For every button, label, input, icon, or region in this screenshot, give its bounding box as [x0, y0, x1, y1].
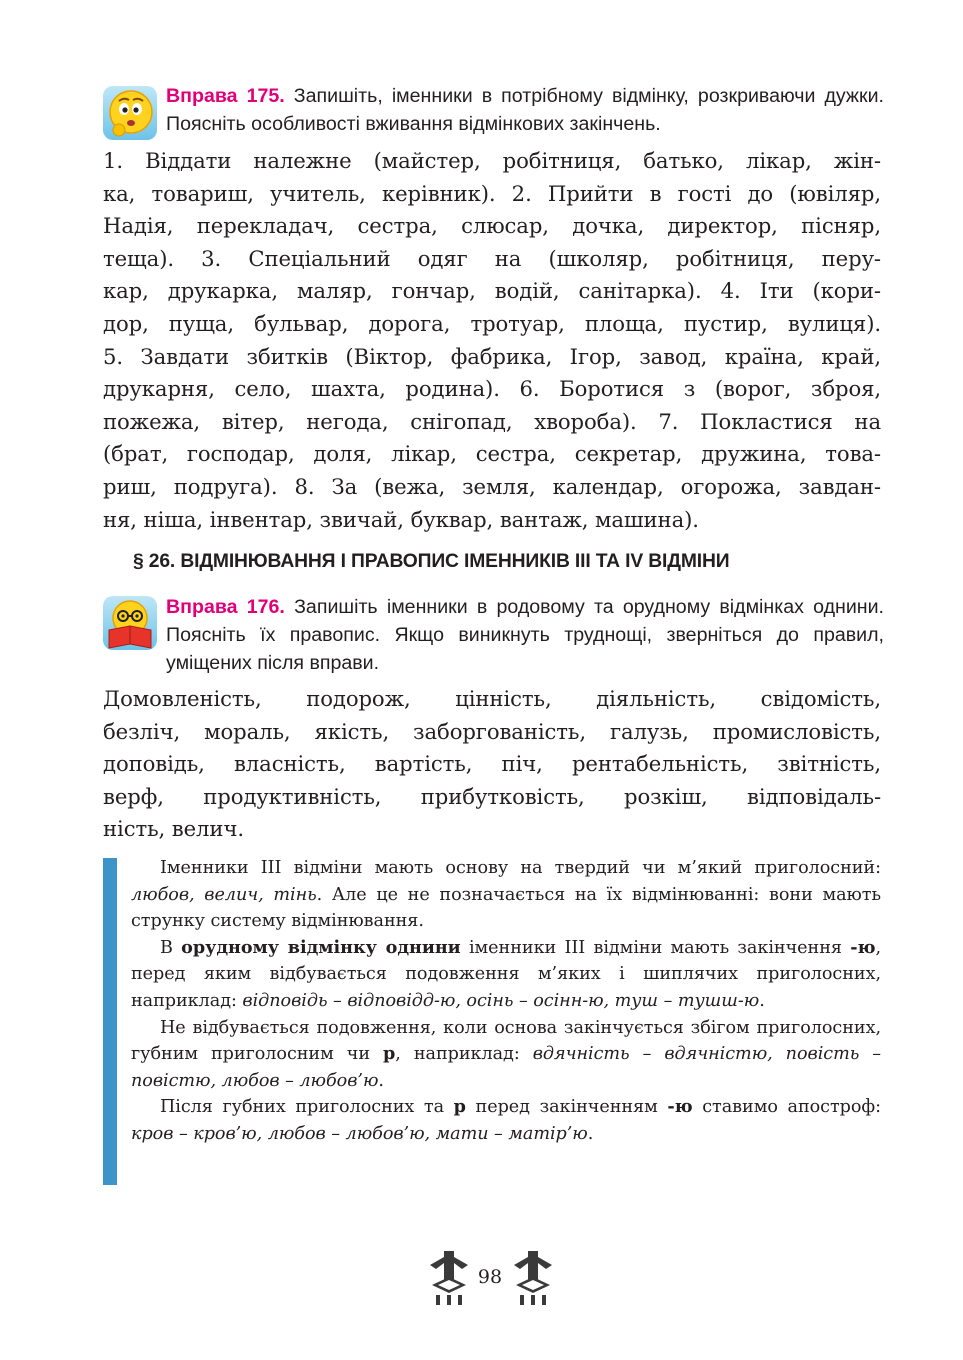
rule-example: вдячність – вдячністю, повість – повістю, любов – любов’ю	[131, 1044, 881, 1091]
rule-text: Іменники ІІІ відміни мають основу на твердий чи м’який приголосний:	[160, 858, 881, 878]
exercise-176-instruction: Запишіть іменники в родовому та орудному відмінках однини. Поясніть їх правопис. Якщо виникнуть труднощі, зверніться до правил, уміщених після вправи.	[166, 596, 885, 674]
grammar-rule-block	[131, 855, 881, 1148]
folk-ornament-icon	[512, 1247, 554, 1307]
text-line: дор, пуща, бульвар, дорога, тротуар, площа, пустир, вулиця).	[103, 310, 881, 336]
rule-text: ставимо апостроф:	[692, 1097, 881, 1118]
rule-term: р	[453, 1096, 466, 1118]
exercise-176-heading	[166, 593, 884, 677]
rule-example: відповідь – відповідд-ю, осінь – осінн-ю, туш – тушш-ю	[242, 990, 760, 1011]
rule-term: орудному відмінку однини	[181, 936, 461, 958]
rule-paragraph	[131, 935, 881, 1015]
text-line: Домовленість, подорож, цінність, діяльність, свідомість,	[103, 686, 881, 711]
rule-text: В	[160, 937, 182, 958]
rule-term: р	[383, 1043, 396, 1065]
text-line: риш, подруга). 8. За (вежа, земля, календар, огорожа, завдан-	[103, 473, 881, 499]
rule-paragraph	[131, 855, 881, 935]
page-number: 98	[477, 1266, 503, 1288]
rule-accent-bar	[103, 858, 117, 1185]
text-line: доповідь, власність, вартість, піч, рентабельність, звітність,	[103, 751, 881, 777]
text-line: (брат, господар, доля, лікар, сестра, секретар, дружина, това-	[103, 441, 881, 467]
exercise-175-heading	[166, 82, 884, 138]
rule-text: Не відбувається подовження, коли основа закінчується збігом приголосних, губним приголосним чи	[131, 1017, 881, 1065]
exercise-175-instruction: Запишіть, іменники в потрібному відмінку, розкриваючи дужки. Поясніть особливості вживання відмінкових закінчень.	[166, 85, 884, 135]
rule-text: , перед яким відбувається подовження м’яких і шиплячих приголосних, наприклад:	[131, 937, 882, 1011]
text-line: теща). 3. Спеціальний одяг на (школяр, робітниця, перу-	[103, 245, 881, 271]
exercise-175-text	[103, 145, 881, 536]
rule-example: любов, велич, тінь	[131, 884, 317, 905]
rule-text: Після губних приголосних та	[160, 1097, 454, 1118]
text-line: безліч, мораль, якість, заборгованість, галузь, промисловість,	[103, 718, 881, 744]
section-title: § 26. ВІДМІНЮВАННЯ І ПРАВОПИС ІМЕННИКІВ ІІІ ТА IV ВІДМІНИ	[133, 551, 730, 572]
rule-text: .	[759, 990, 765, 1011]
text-line: пожежа, вітер, негода, снігопад, хвороба). 7. Покластися на	[103, 408, 881, 434]
text-line: друкарня, село, шахта, родина). 6. Боротися з (ворог, зброя,	[103, 376, 881, 402]
rule-ending: -ю	[667, 1096, 693, 1118]
text-line: ність, велич.	[103, 816, 244, 842]
rule-text: іменники ІІІ відміни мають закінчення	[460, 937, 851, 958]
folk-ornament-icon	[428, 1247, 470, 1307]
rule-paragraph	[131, 1015, 881, 1095]
text-line: верф, продуктивність, прибутковість, розкіш, відповідаль-	[103, 783, 881, 809]
text-line: 5. Завдати збитків (Віктор, фабрика, Ігор, завод, країна, край,	[103, 343, 881, 369]
thinking-smiley-icon	[103, 86, 157, 140]
rule-example: кров – кров’ю, любов – любов’ю, мати – матір’ю	[131, 1123, 588, 1144]
rule-text: перед закінченням	[465, 1097, 668, 1118]
rule-text: , наприклад:	[395, 1044, 533, 1065]
text-line: кар, друкарка, маляр, гончар, водій, санітарка). 4. Іти (кори-	[103, 278, 881, 304]
rule-text: .	[587, 1123, 594, 1144]
text-line: ка, товариш, учитель, керівник). 2. Прийти в гості до (ювіляр,	[103, 180, 881, 206]
rule-text: . Але це не позначається на їх відмінюванні: вони мають струнку систему відмінювання.	[131, 884, 881, 932]
exercise-175-label: Вправа 175.	[166, 85, 285, 107]
rule-text: .	[378, 1070, 384, 1091]
exercise-176-label: Вправа 176.	[166, 596, 285, 618]
exercise-176-text	[103, 683, 881, 846]
reading-smiley-icon	[103, 596, 157, 650]
rule-paragraph	[131, 1094, 881, 1147]
text-line: Надія, перекладач, сестра, слюсар, дочка, директор, пісняр,	[103, 213, 881, 239]
text-line: ня, ніша, інвентар, звичай, буквар, вантаж, машина).	[103, 506, 699, 532]
rule-ending: -ю	[850, 936, 876, 958]
text-line: 1. Віддати належне (майстер, робітниця, батько, лікар, жін-	[103, 148, 881, 173]
